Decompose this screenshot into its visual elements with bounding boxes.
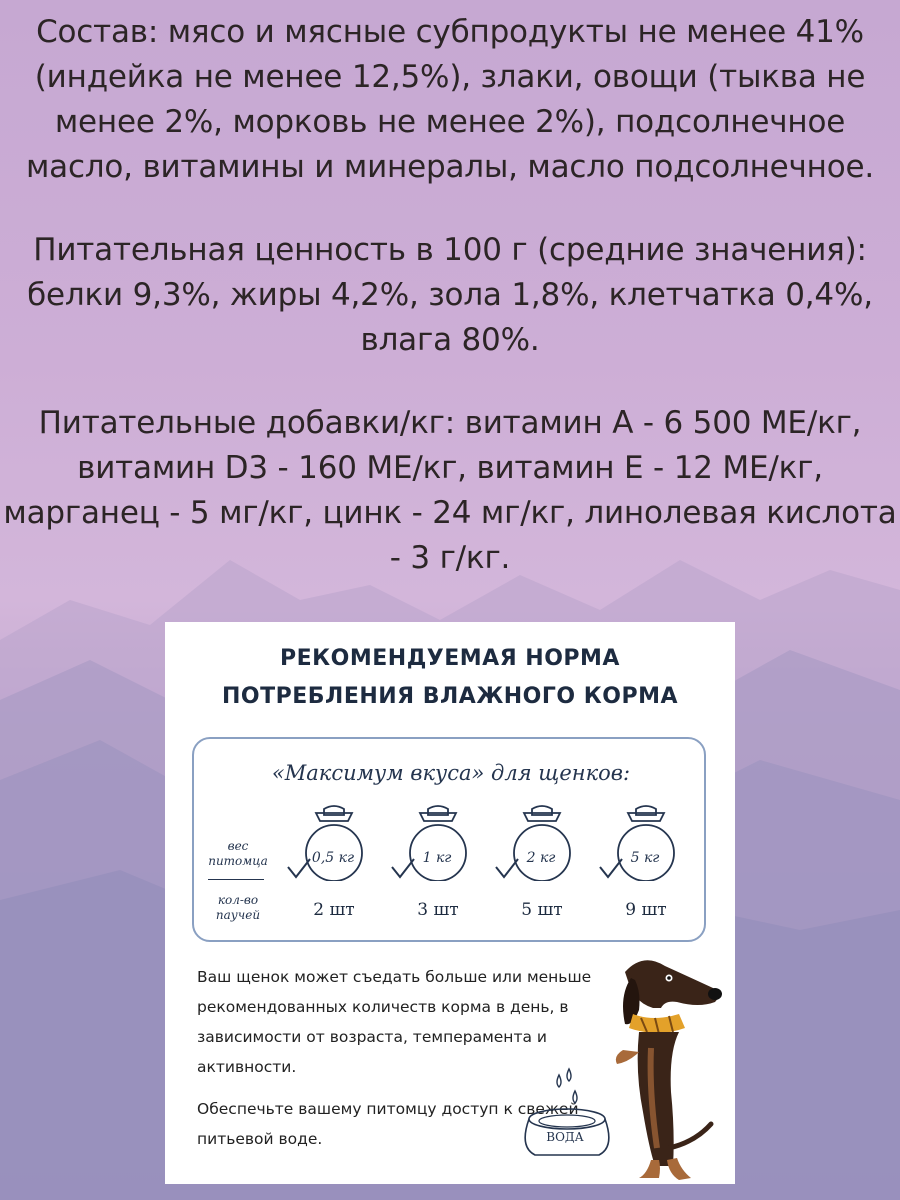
weight-value: 0,5 кг xyxy=(311,850,355,866)
row-label-weight-line-1: вес xyxy=(227,839,249,853)
pouch-count: 3 шт xyxy=(417,900,459,920)
row-label-count xyxy=(202,893,274,923)
pouch-count: 2 шт xyxy=(313,900,355,920)
weight-value: 2 кг xyxy=(526,850,556,866)
norm-column xyxy=(286,801,382,931)
dachshund-illustration xyxy=(595,952,735,1184)
pouch-count: 5 шт xyxy=(521,900,563,920)
weight-icon xyxy=(390,801,486,881)
row-label-weight xyxy=(202,839,274,869)
card-title xyxy=(165,640,735,716)
additives-text: Питательные добавки/кг: витамин А - 6 500 МЕ/кг, витамин D3 - 160 МЕ/кг, витамин Е - 12 МЕ/кг, марганец - 5 мг/кг, цинк - 24 мг/кг, линолевая кислота - 3 г/кг. xyxy=(3,405,897,576)
weight-icon xyxy=(286,801,382,881)
bowl-label: ВОДА xyxy=(546,1130,584,1144)
norm-column xyxy=(390,801,486,931)
nutrition-text: Питательная ценность в 100 г (средние значения): белки 9,3%, жиры 4,2%, зола 1,8%, клетчатка 0,4%, влага 80%. xyxy=(27,232,873,358)
row-label-count-line-2: паучей xyxy=(215,908,261,922)
feeding-norm-table xyxy=(192,737,706,942)
pouch-count: 9 шт xyxy=(625,900,667,920)
card-title-line-1: РЕКОМЕНДУЕМАЯ НОРМА xyxy=(280,646,620,671)
row-label-count-line-1: кол-во xyxy=(217,893,259,907)
advice-paragraph-1: Ваш щенок может съедать больше или меньше рекомендованных количеств корма в день, в зависимости от возраста, темперамента и активности. xyxy=(197,968,592,1076)
row-label-weight-line-2: питомца xyxy=(208,854,268,868)
card-title-line-2: ПОТРЕБЛЕНИЯ ВЛАЖНОГО КОРМА xyxy=(222,684,678,709)
water-drops-icon xyxy=(557,1069,577,1103)
composition-text: Состав: мясо и мясные субпродукты не менее 41% (индейка не менее 12,5%), злаки, овощи (тыква не менее 2%, морковь не менее 2%), подсолнечное масло, витамины и минералы, масло подсолнечное. xyxy=(25,14,875,185)
advice-paragraph-2: Обеспечьте вашему питомцу доступ к свежей питьевой воде. xyxy=(197,1100,579,1148)
weight-icon xyxy=(494,801,590,881)
weight-value: 1 кг xyxy=(422,850,452,866)
feeding-norm-card xyxy=(165,622,735,1184)
norm-heading: «Максимум вкуса» для щенков: xyxy=(271,761,631,785)
weight-icon xyxy=(598,801,694,881)
product-info-text xyxy=(0,10,900,619)
norm-column xyxy=(494,801,590,931)
row-divider xyxy=(208,879,264,880)
weight-value: 5 кг xyxy=(630,850,660,866)
norm-column xyxy=(598,801,694,931)
